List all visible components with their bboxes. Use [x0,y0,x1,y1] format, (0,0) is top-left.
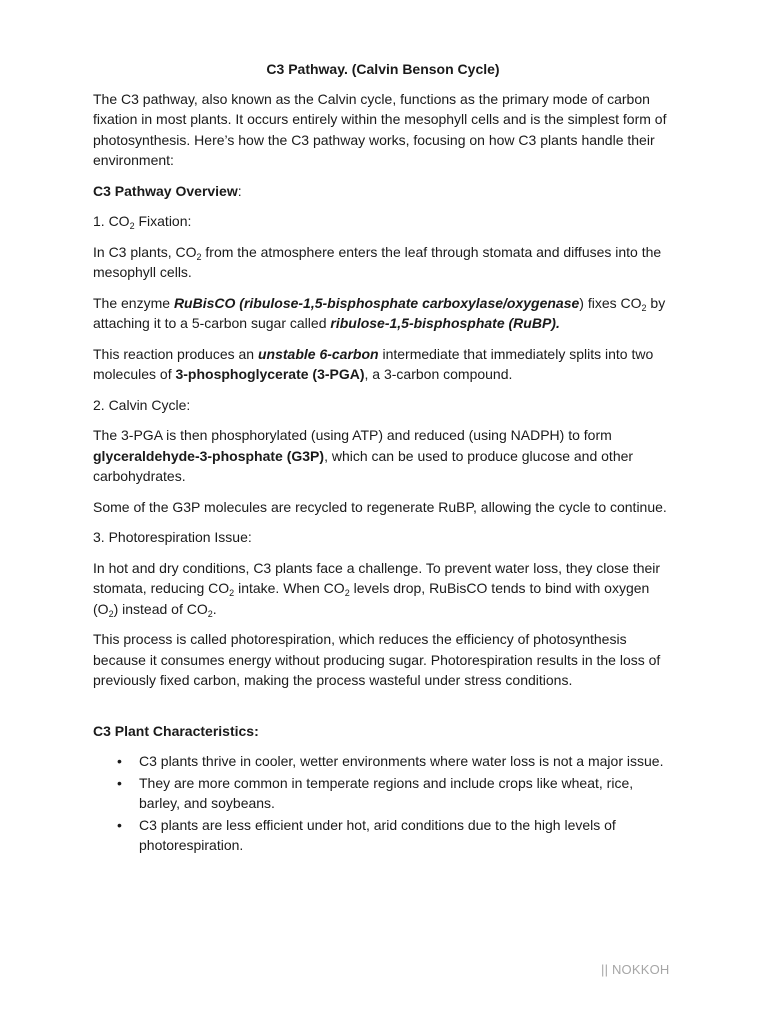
text-run: ) fixes CO [579,294,642,311]
page-title: C3 Pathway. (Calvin Benson Cycle) [266,61,500,77]
text-run: . [212,600,217,617]
unstable-term: unstable 6-carbon [257,345,379,362]
characteristics-heading: C3 Plant Characteristics: [93,722,259,739]
text-run: by attaching it to a 5-carbon sugar called [93,294,666,331]
text-run: In hot and dry conditions, C3 plants face a challenge. To prevent water loss, they close their stomata, reducing CO [93,559,661,596]
co2-entry-paragraph [93,242,673,283]
text-run: The enzyme [93,294,174,311]
text-run: intermediate that immediately splits into two molecules of [93,345,654,382]
section-1-heading [93,211,673,232]
list-item-text: C3 plants are less efficient under hot, arid conditions due to the high levels of photorespiration. [139,816,616,853]
section-3-heading: 3. Photorespiration Issue: [93,529,252,545]
pga-term: 3-phosphoglycerate (3-PGA) [175,366,365,382]
text-run: , which can be used to produce glucose and other carbohydrates. [93,447,634,484]
bullet-icon: • [117,816,122,833]
text-run: intake. When CO [234,580,345,596]
photorespiration-paragraph: This process is called photorespiration, which reduces the efficiency of photosynthesis because it consumes energy without producing sugar. Photorespiration results in the loss of previously fixed carbon, making the process wasteful under stress conditions. [93,631,661,688]
text-run: This reaction produces an [93,345,258,362]
list-item [93,815,673,856]
stomata-paragraph [93,558,673,620]
spacer [93,701,673,721]
section-2-heading: 2. Calvin Cycle: [93,396,191,413]
text-run: The 3-PGA is then phosphorylated (using ATP) and reduced (using NADPH) to form [93,427,612,443]
subscript: 2 [108,608,114,619]
subscript: 2 [129,221,135,231]
text-run: ) instead of CO [113,600,208,617]
recycle-paragraph: Some of the G3P molecules are recycled to regenerate RuBP, allowing the cycle to continue. [93,498,667,515]
subscript: 2 [344,588,350,598]
g3p-paragraph [93,425,673,487]
subscript: 2 [229,588,235,598]
section-1-heading-text: Fixation: [134,213,192,229]
list-item [93,773,673,814]
overview-heading [93,181,673,202]
list-item-text: They are more common in temperate regions and include crops like wheat, rice, barley, and soybeans. [139,774,634,811]
document-body [93,59,673,857]
list-item [93,751,673,772]
overview-heading-colon: : [237,182,242,199]
text-run: from the atmosphere enters the leaf through stomata and diffuses into the mesophyll cells. [93,243,662,280]
subscript: 2 [207,608,213,619]
bullet-icon: • [117,774,122,791]
text-run: levels drop, RuBisCO tends to bind with oxygen (O [93,580,650,617]
footer-signature: || NOKKOH [601,962,670,977]
overview-heading-text: C3 Pathway Overview [93,182,238,199]
intermediate-paragraph [93,344,673,385]
text-run: , a 3-carbon compound. [364,366,513,382]
list-item-text: C3 plants thrive in cooler, wetter environments where water loss is not a major issue. [139,753,664,769]
bullet-icon: • [117,753,122,769]
g3p-term: glyceraldehyde-3-phosphate (G3P) [93,447,325,464]
characteristics-list [93,751,673,856]
subscript: 2 [641,302,647,313]
intro-paragraph: The C3 pathway, also known as the Calvin cycle, functions as the primary mode of carbon fixation in most plants. It occurs entirely within the mesophyll cells and is the simplest form of photosynthesis. Here’s how the C3 pathway works, focusing on how C3 plants handle their environment: [93,90,667,168]
enzyme-term: RuBisCO (ribulose-1,5-bisphosphate carboxylase/oxygenase [173,294,580,311]
rubisco-paragraph [93,293,673,334]
rubp-term: ribulose-1,5-bisphosphate (RuBP). [330,315,560,331]
section-1-heading-text: 1. CO [93,213,130,229]
subscript: 2 [196,251,202,262]
text-run: In C3 plants, CO [93,243,197,260]
